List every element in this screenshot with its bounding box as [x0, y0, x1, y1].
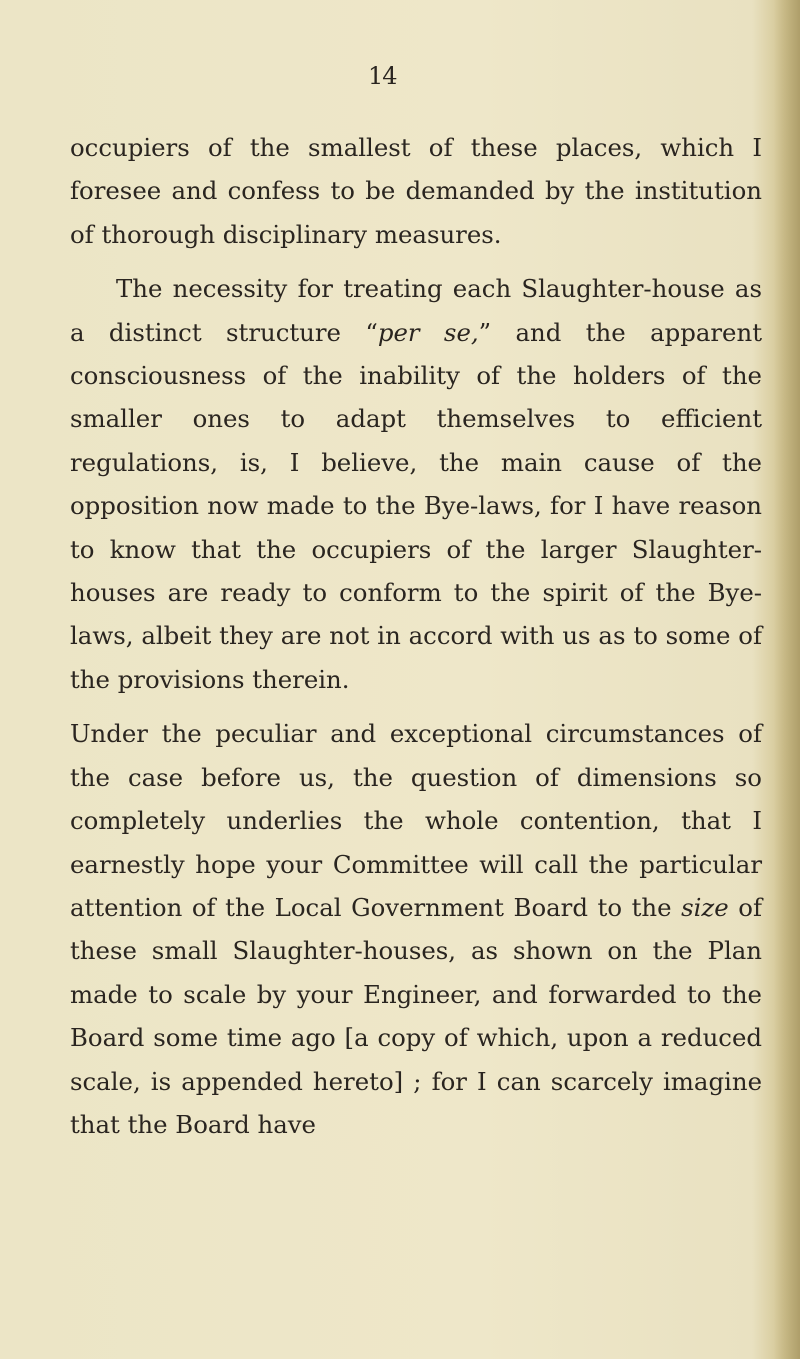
- paragraph-2-before: The necessity for treating each Slaughter-house as a distinct structure “: [70, 274, 762, 347]
- page-edge-shadow: [774, 0, 800, 1359]
- body-text: [70, 126, 762, 1146]
- paragraph-3: [70, 712, 762, 1146]
- paragraph-3-before: Under the peculiar and exceptional circumstances of the case before us, the question of dimensions so completely underlies the whole contention, that I earnestly hope your Committee will call the particular attention of the Local Government Board to the: [70, 719, 762, 922]
- paragraph-1-text: occupiers of the smallest of these places, which I foresee and confess to be demanded by the institution of thorough disciplinary measures.: [70, 133, 762, 249]
- paragraph-2: [70, 267, 762, 701]
- paragraph-3-after: of these small Slaughter-houses, as shown on the Plan made to scale by your Engineer, and forwarded to the Board some time ago [a copy of which, upon a reduced scale, is appended hereto] ; for I can scarcely imagine that the Board have: [70, 892, 762, 1139]
- paragraph-2-after: ” and the apparent consciousness of the inability of the holders of the smaller ones to adapt themselves to efficient regulations, is, I believe, the main cause of the opposition now made to the Bye-laws, for I have reason to know that the occupiers of the larger Slaughter-houses are ready to conform to the spirit of the Bye-laws, albeit they are not in accord with us as to some of the provisions therein.: [70, 317, 762, 694]
- page-number: 14: [368, 62, 397, 90]
- paragraph-1: [70, 126, 762, 256]
- paragraph-3-italic: size: [681, 892, 729, 922]
- paragraph-2-italic: per se,: [377, 317, 479, 347]
